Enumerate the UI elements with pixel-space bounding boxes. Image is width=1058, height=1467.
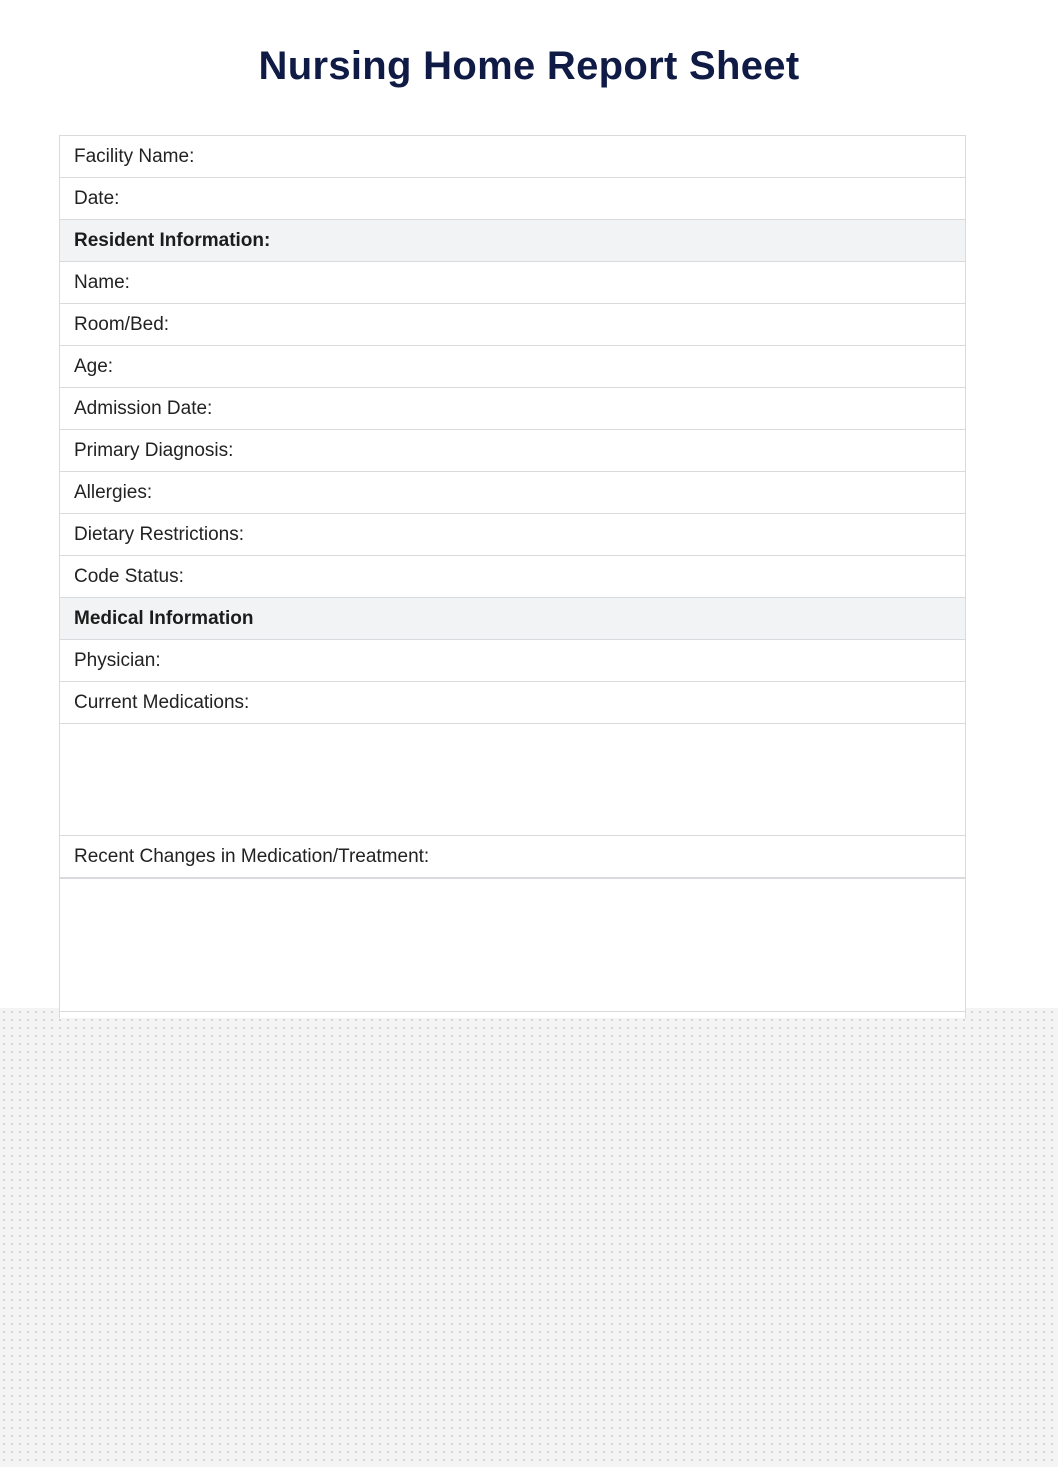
age-label: Age: <box>74 355 114 377</box>
name-field[interactable] <box>60 262 965 304</box>
room-bed-label: Room/Bed: <box>74 313 170 335</box>
recent-changes-field[interactable] <box>60 836 965 878</box>
physician-label: Physician: <box>74 649 161 671</box>
allergies-label: Allergies: <box>74 481 153 503</box>
recent-changes-writing-area[interactable] <box>60 878 965 1012</box>
admission-date-label: Admission Date: <box>74 397 213 419</box>
name-label: Name: <box>74 271 130 293</box>
room-bed-field[interactable] <box>60 304 965 346</box>
primary-diagnosis-field[interactable] <box>60 430 965 472</box>
medical-information-label: Medical Information <box>74 607 254 629</box>
code-status-label: Code Status: <box>74 565 184 587</box>
facility-name-label: Facility Name: <box>74 145 195 167</box>
facility-name-field[interactable] <box>60 136 965 178</box>
allergies-field[interactable] <box>60 472 965 514</box>
admission-date-field[interactable] <box>60 388 965 430</box>
current-medications-field[interactable] <box>60 682 965 724</box>
medical-information-header <box>60 598 965 640</box>
dietary-restrictions-field[interactable] <box>60 514 965 556</box>
page-title: Nursing Home Report Sheet <box>258 44 800 88</box>
date-field[interactable] <box>60 178 965 220</box>
date-label: Date: <box>74 187 120 209</box>
dotted-background <box>0 1008 1058 1467</box>
recent-changes-label: Recent Changes in Medication/Treatment: <box>74 845 430 867</box>
primary-diagnosis-label: Primary Diagnosis: <box>74 439 234 461</box>
report-form <box>59 135 966 1018</box>
physician-field[interactable] <box>60 640 965 682</box>
current-medications-writing-area[interactable] <box>60 724 965 836</box>
current-medications-label: Current Medications: <box>74 691 250 713</box>
dietary-restrictions-label: Dietary Restrictions: <box>74 523 244 545</box>
resident-information-header <box>60 220 965 262</box>
age-field[interactable] <box>60 346 965 388</box>
resident-information-label: Resident Information: <box>74 229 271 251</box>
code-status-field[interactable] <box>60 556 965 598</box>
